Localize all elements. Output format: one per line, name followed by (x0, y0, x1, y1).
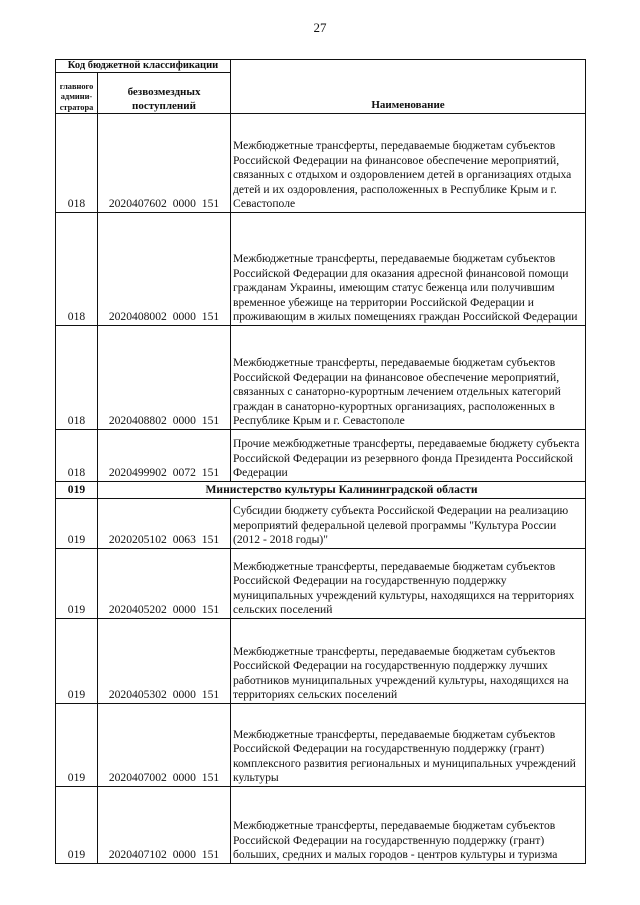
ministry-row (56, 482, 586, 499)
header-name: Наименование (231, 60, 586, 114)
cell-code: 2020407002 0000 151 (98, 704, 231, 787)
table-row (56, 499, 586, 549)
cell-name: Субсидии бюджету субъекта Российской Федерации на реализацию мероприятий федеральной целевой программы "Культура России (2012 - 2018 годы)" (231, 499, 586, 549)
cell-admin: 018 (56, 213, 98, 326)
cell-name: Межбюджетные трансферты, передаваемые бюджетам субъектов Российской Федерации на государственную поддержку лучших работников муниципальных учреждений культуры, находящихся на территориях сельских поселений (231, 619, 586, 704)
header-admin: главного админи-стратора (56, 73, 98, 114)
table-row (56, 704, 586, 787)
header-row-group (56, 60, 586, 73)
table-row (56, 549, 586, 619)
cell-admin: 019 (56, 704, 98, 787)
table-row (56, 114, 586, 213)
cell-code: 2020205102 0063 151 (98, 499, 231, 549)
cell-admin: 018 (56, 114, 98, 213)
cell-admin: 019 (56, 619, 98, 704)
page-number: 27 (313, 20, 327, 35)
cell-admin: 019 (56, 549, 98, 619)
cell-code: 2020405302 0000 151 (98, 619, 231, 704)
cell-admin: 018 (56, 430, 98, 482)
cell-name: Межбюджетные трансферты, передаваемые бюджетам субъектов Российской Федерации на финансовое обеспечение мероприятий, связанных с санаторно-курортным лечением отдельных категорий граждан в санаторно-курортных организациях, расположенных в Республике Крым и г. Севастополе (231, 326, 586, 430)
cell-code: 2020408802 0000 151 (98, 326, 231, 430)
header-classification-code: Код бюджетной классификации (56, 60, 231, 73)
cell-code: 2020408002 0000 151 (98, 213, 231, 326)
cell-code: 2020405202 0000 151 (98, 549, 231, 619)
cell-name: Межбюджетные трансферты, передаваемые бюджетам субъектов Российской Федерации на государственную поддержку (грант) комплексного развития региональных и муниципальных учреждений культуры (231, 704, 586, 787)
table-row (56, 430, 586, 482)
ministry-admin: 019 (56, 482, 98, 499)
header-code: безвозмездных поступлений (98, 73, 231, 114)
table-row (56, 619, 586, 704)
budget-classification-table (55, 59, 586, 864)
cell-admin: 019 (56, 787, 98, 864)
cell-name: Межбюджетные трансферты, передаваемые бюджетам субъектов Российской Федерации на государственную поддержку муниципальных учреждений культуры, находящихся на территориях сельских поселений (231, 549, 586, 619)
cell-code: 2020407102 0000 151 (98, 787, 231, 864)
ministry-name: Министерство культуры Калининградской области (98, 482, 586, 499)
cell-name: Прочие межбюджетные трансферты, передаваемые бюджету субъекта Российской Федерации из резервного фонда Президента Российской Федерации (231, 430, 586, 482)
cell-admin: 018 (56, 326, 98, 430)
cell-admin: 019 (56, 499, 98, 549)
cell-code: 2020407602 0000 151 (98, 114, 231, 213)
cell-code: 2020499902 0072 151 (98, 430, 231, 482)
table-row (56, 787, 586, 864)
table-row (56, 326, 586, 430)
cell-name: Межбюджетные трансферты, передаваемые бюджетам субъектов Российской Федерации для оказания адресной финансовой помощи гражданам Украины, имеющим статус беженца или получившим временное убежище на территории Российской Федерации и проживающим в жилых помещениях граждан Российской Федерации (231, 213, 586, 326)
table-row (56, 213, 586, 326)
cell-name: Межбюджетные трансферты, передаваемые бюджетам субъектов Российской Федерации на финансовое обеспечение мероприятий, связанных с отдыхом и оздоровлением детей в организациях отдыха детей и их оздоровления, расположенных в Республике Крым и г. Севастополе (231, 114, 586, 213)
cell-name: Межбюджетные трансферты, передаваемые бюджетам субъектов Российской Федерации на государственную поддержку (грант) больших, средних и малых городов - центров культуры и туризма (231, 787, 586, 864)
